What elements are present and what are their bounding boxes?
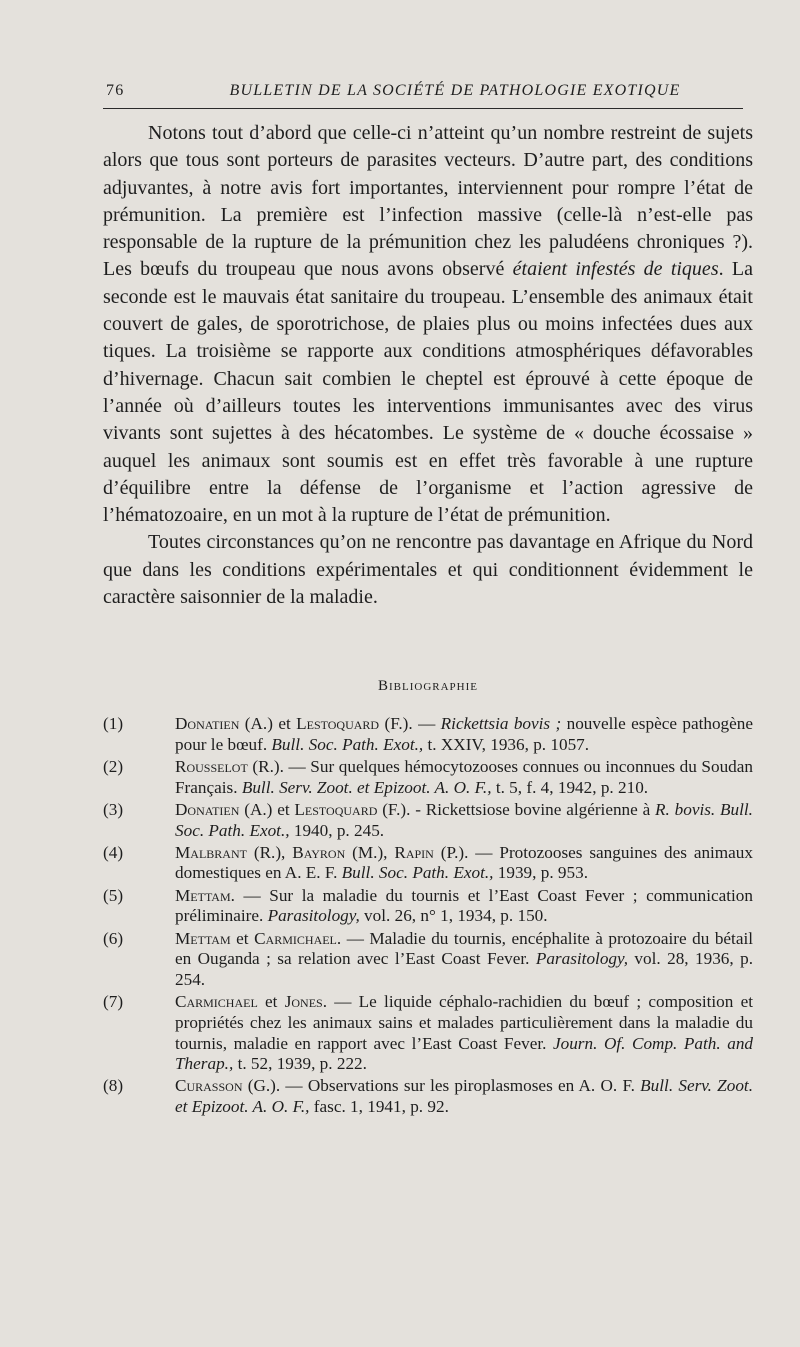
reference-author: Bayron [292, 842, 346, 862]
reference-author: Donatien [175, 799, 240, 819]
reference-author: Malbrant [175, 842, 247, 862]
reference-item [103, 800, 753, 841]
text-run: . La seconde est le mauvais état sanitaire du troupeau. L’ensemble des animaux était couvert de gales, de sporotrichose, de plaies plus ou moins infectées dues aux tiques. La troisième se rapporte aux conditions atmosphériques défavorables d’hivernage. Chacun sait combien le cheptel est éprouvé à cette époque de l’année où d’ailleurs toutes les interventions immunisantes avec des virus vivants sont sujettes à des hécatombes. Le système de « douche écossaise » auquel les animaux sont soumis est en effet très favorable à une rupture d’équilibre entre la défense de l’organisme et l’action agressive de l’hématozoaire, en un mot à la rupture de l’état de prémunition. [103, 258, 753, 527]
reference-author: Lestoquard [296, 714, 380, 733]
reference-text: . — Maladie du tournis, encéphalite à protozoaire du bétail en Ouganda ; sa relation avec l’East Coast Fever. [175, 928, 754, 969]
reference-italic: Parasitology, [535, 949, 628, 969]
reference-author: Curasson [175, 1076, 243, 1096]
reference-number: (7) [103, 992, 124, 1012]
reference-item [103, 886, 753, 927]
reference-author: Carmichael [175, 992, 258, 1012]
reference-number: (2) [103, 756, 124, 776]
reference-author: Mettam [175, 928, 231, 948]
journal-title: BULLETIN DE LA SOCIÉTÉ DE PATHOLOGIE EXOTIQUE [229, 82, 681, 99]
reference-number: (8) [103, 1076, 124, 1096]
reference-italic: Journ. Of. Comp. Path. and Therap., [175, 1033, 754, 1074]
reference-text: . — Le liquide céphalo-rachidien du bœuf ; composition et propriétés chez les animaux sains et malades particulièrement dans la maladie du tournis, maladie en rapport avec l’East Coast Fever. [175, 992, 753, 1053]
reference-item [103, 843, 753, 884]
italic-run: étaient infestés de tiques [512, 258, 719, 281]
paragraph-1 [103, 120, 753, 529]
reference-text: t. 5, f. 4, 1942, p. 210. [491, 777, 649, 797]
reference-text: vol. 26, n° 1, 1934, p. 150. [359, 906, 548, 926]
reference-text: . — Sur la maladie du tournis et l’East Coast Fever ; communication préliminaire. [175, 885, 753, 926]
reference-author: Jones [284, 992, 323, 1012]
reference-author: Rousselot [175, 756, 248, 776]
reference-number: (1) [103, 714, 124, 733]
reference-item [103, 757, 753, 798]
reference-italic: R. bovis. Bull. Soc. Path. Exot., [175, 799, 753, 840]
reference-text: (P.). — Protozooses sanguines des animaux domestiques en A. E. F. [175, 842, 753, 883]
reference-author: Lestoquard [294, 799, 378, 819]
reference-text: et [257, 992, 285, 1012]
reference-italic: Bull. Soc. Path. Exot., [271, 734, 424, 754]
reference-text: t. XXIV, 1936, p. 1057. [423, 734, 590, 754]
reference-italic: Bull. Serv. Zoot. et Epizoot. A. O. F., [241, 777, 492, 797]
reference-author: Mettam [175, 885, 231, 905]
reference-text: et [230, 928, 255, 948]
reference-author: Donatien [175, 714, 240, 733]
bibliography-list [103, 714, 753, 1119]
reference-text: (G.). — Observations sur les piroplasmoses en A. O. F. [242, 1076, 641, 1096]
bibliography-heading: Bibliographie [378, 678, 478, 694]
text-run: Notons tout d’abord que celle-ci n’atteint qu’un nombre restreint de sujets alors que tous sont porteurs de parasites vecteurs. D’autre part, des conditions adjuvantes, à notre avis fort importantes, interviennent pour rompre l’état de prémunition. La première est l’infection massive (celle-là n’est-elle pas responsable de la rupture de la prémunition chez les paludéens chroniques ?). Les bœufs du troupeau que nous avons observé [103, 122, 753, 281]
reference-text: (R.), [246, 842, 293, 862]
reference-text: fasc. 1, 1941, p. 92. [309, 1097, 449, 1117]
reference-text: (F.). — [379, 714, 441, 733]
reference-text: (F.). - Rickettsiose bovine algérienne à [377, 799, 656, 819]
reference-text: 1939, p. 953. [493, 863, 588, 883]
reference-text: (R.). — Sur quelques hémocytozooses connues ou inconnues du Soudan Français. [175, 756, 753, 797]
reference-text: (A.) et [239, 799, 295, 819]
reference-author: Carmichael [254, 928, 337, 948]
reference-text: vol. 28, 1936, p. 254. [175, 949, 753, 989]
reference-text: nouvelle espèce pathogène pour le bœuf. [175, 714, 753, 754]
reference-author: Rapin [394, 842, 434, 862]
reference-text: (M.), [345, 842, 395, 862]
reference-number: (6) [103, 928, 124, 948]
reference-text: t. 52, 1939, p. 222. [233, 1054, 367, 1074]
reference-text: 1940, p. 245. [289, 820, 385, 840]
reference-number: (4) [103, 842, 124, 862]
reference-number: (5) [103, 885, 124, 905]
reference-text: (A.) et [239, 714, 297, 733]
reference-item [103, 992, 753, 1075]
reference-item [103, 714, 753, 755]
reference-italic: Bull. Soc. Path. Exot., [341, 863, 494, 883]
reference-italic: Bull. Serv. Zoot. et Epizoot. A. O. F., [175, 1076, 753, 1117]
reference-italic: Parasitology, [267, 906, 360, 926]
body-text [103, 120, 753, 611]
reference-number: (3) [103, 799, 124, 819]
running-head [103, 80, 743, 109]
reference-italic: Rickettsia bovis ; [440, 714, 562, 733]
reference-item [103, 929, 753, 991]
paragraph-2: Toutes circonstances qu’on ne rencontre pas davantage en Afrique du Nord que dans les conditions expérimentales et qui conditionnent évidemment le caractère saisonnier de la maladie. [103, 531, 753, 609]
page-number: 76 [106, 82, 125, 99]
reference-item [103, 1076, 753, 1117]
